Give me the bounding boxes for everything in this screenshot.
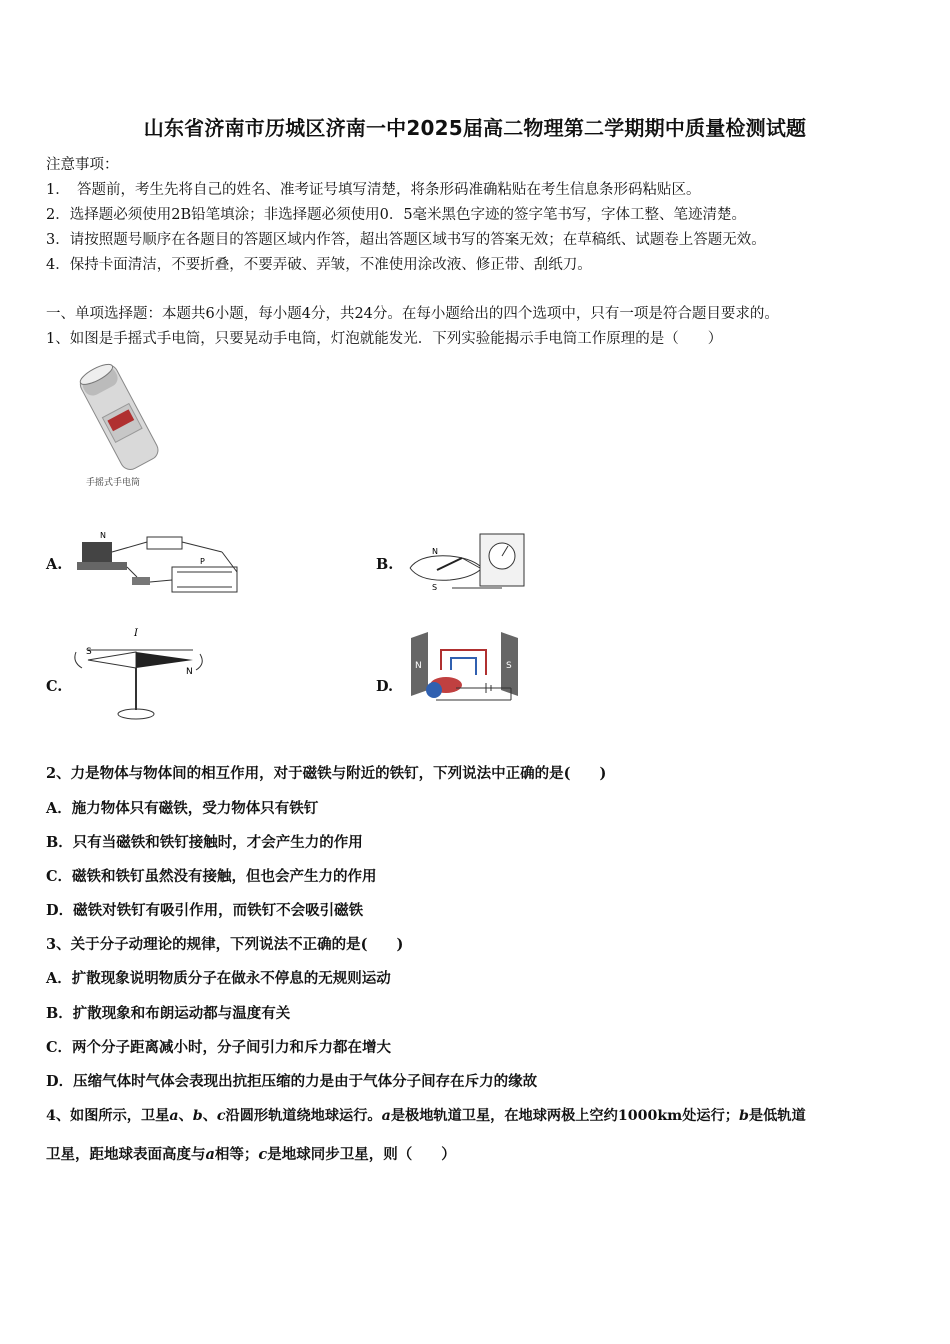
q4-text: 、 — [178, 1108, 193, 1124]
q4-text: 是极地轨道卫星，在地球两极上空约 — [390, 1108, 618, 1124]
q4-text: 、 — [202, 1108, 217, 1124]
q4-var-c: c — [258, 1146, 268, 1163]
q1-option-a-figure — [72, 522, 250, 610]
notice-item-4: 4．保持卡面清洁，不要折叠，不要弄破、弄皱，不准使用涂改液、修正带、刮纸刀。 — [46, 257, 592, 273]
q1-c-i-label: I — [134, 628, 138, 639]
flashlight-figure — [58, 355, 188, 490]
q4-distance: 1000km — [617, 1108, 683, 1124]
question-2-stem: 2、力是物体与物体间的相互作用，对于磁铁与附近的铁钉，下列说法中正确的是( ) — [46, 765, 607, 782]
question-3-stem: 3、关于分子动理论的规律，下列说法不正确的是( ) — [46, 936, 404, 953]
q1-option-c-figure — [68, 622, 210, 722]
q1-b-s-label: S — [432, 583, 438, 592]
q4-var-b: b — [738, 1108, 749, 1124]
q1-a-p-label: P — [200, 557, 205, 566]
q1-option-b-figure — [402, 528, 528, 600]
q1-b-n-label: N — [432, 547, 438, 556]
q4-var-a: a — [169, 1108, 179, 1124]
notice-heading: 注意事项： — [46, 157, 119, 173]
q3-option-d: D．压缩气体时气体会表现出抗拒压缩的力是由于气体分子间存在斥力的缘故 — [46, 1073, 538, 1090]
q1-c-s-label: S — [86, 647, 92, 657]
q4-text: 处运行； — [682, 1108, 739, 1124]
q4-text: 沿圆形轨道绕地球运行。 — [225, 1108, 382, 1124]
q2-option-a: A．施力物体只有磁铁，受力物体只有铁钉 — [46, 800, 319, 817]
notice-item-2: 2．选择题必须使用2B铅笔填涂；非选择题必须使用0．5毫米黑色字迹的签字笔书写，字体工整、笔迹清楚。 — [46, 207, 747, 223]
q3-option-c: C．两个分子距离减小时，分子间引力和斥力都在增大 — [46, 1039, 392, 1056]
q4-var-a: a — [205, 1146, 215, 1163]
q1-d-s-label: S — [506, 661, 512, 671]
q1-a-n-label: N — [100, 531, 106, 540]
flashlight-caption: 手摇式手电筒 — [86, 478, 141, 488]
notice-item-3: 3．请按照题号顺序在各题目的答题区域内作答，超出答题区域书写的答案无效；在草稿纸、试题卷上答题无效。 — [46, 232, 766, 248]
page-title: 山东省济南市历城区济南一中2025届高二物理第二学期期中质量检测试题 — [143, 116, 807, 140]
q4-text: 是低轨道 — [748, 1108, 806, 1124]
q3-option-a: A．扩散现象说明物质分子在做永不停息的无规则运动 — [46, 970, 391, 987]
q2-option-b: B．只有当磁铁和铁钉接触时，才会产生力的作用 — [46, 834, 363, 851]
question-4-stem-line-2 — [46, 1143, 456, 1164]
q1-option-d-label: D. — [376, 678, 394, 695]
q1-option-a-label: A. — [46, 556, 63, 573]
q4-text: 卫星，距地球表面高度与 — [46, 1146, 206, 1163]
q4-text: 4、如图所示，卫星 — [46, 1108, 170, 1124]
q2-option-d: D．磁铁对铁钉有吸引作用，而铁钉不会吸引磁铁 — [46, 902, 364, 919]
q1-option-c-label: C. — [46, 678, 63, 695]
q3-option-b: B．扩散现象和布朗运动都与温度有关 — [46, 1005, 291, 1022]
q2-option-c: C．磁铁和铁钉虽然没有接触，但也会产生力的作用 — [46, 868, 377, 885]
q1-c-n-label: N — [186, 667, 193, 677]
q4-text: 相等； — [214, 1146, 259, 1163]
q4-text: 是地球同步卫星，则（ ） — [267, 1146, 456, 1163]
q1-option-b-label: B. — [376, 556, 394, 573]
q1-option-d-figure — [406, 630, 524, 712]
q4-var-b: b — [192, 1108, 203, 1124]
q4-var-a: a — [381, 1108, 391, 1124]
question-1-stem: 1、如图是手摇式手电筒，只要晃动手电筒，灯泡就能发光．下列实验能揭示手电筒工作原理的是（ ） — [46, 331, 723, 347]
question-4-stem-line-1 — [46, 1105, 806, 1125]
section-heading: 一、单项选择题：本题共6小题，每小题4分，共24分。在每小题给出的四个选项中，只有一项是符合题目要求的。 — [46, 306, 779, 322]
notice-item-1: 1． 答题前，考生先将自己的姓名、准考证号填写清楚，将条形码准确粘贴在考生信息条形码粘贴区。 — [46, 182, 701, 198]
q4-var-c: c — [216, 1108, 226, 1124]
q1-d-n-label: N — [415, 661, 422, 671]
